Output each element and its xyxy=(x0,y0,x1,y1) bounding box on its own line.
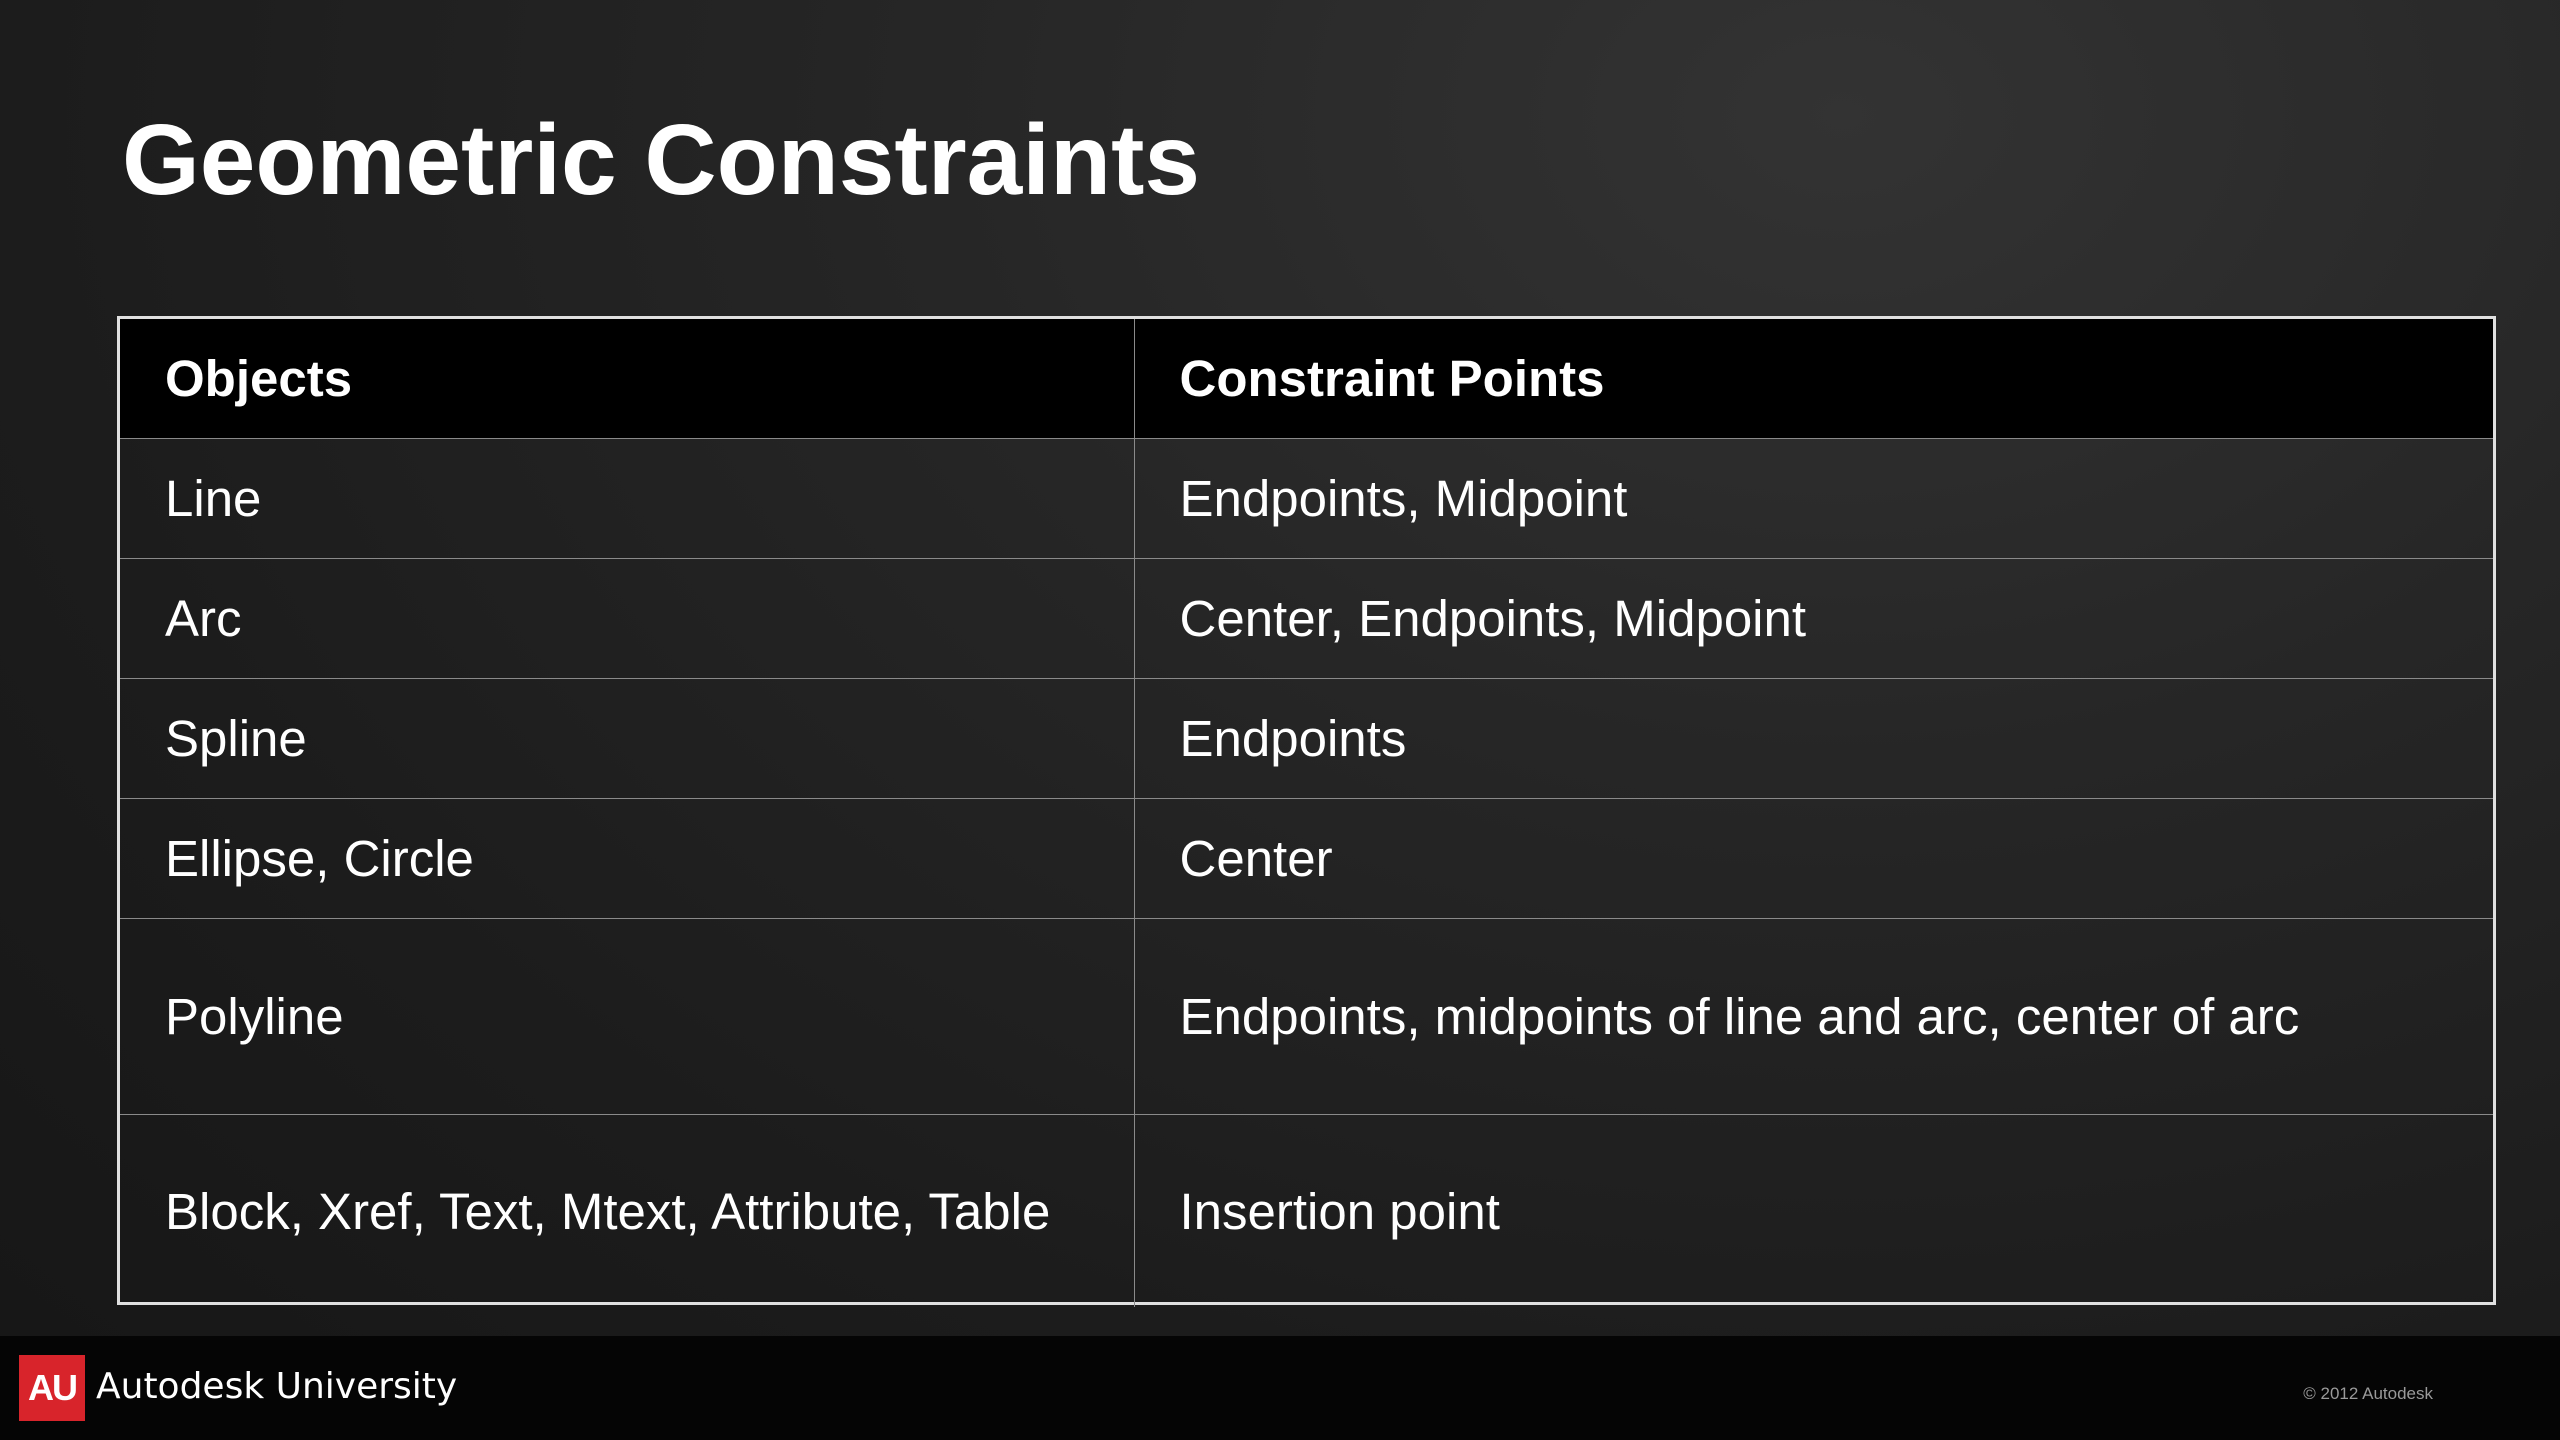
table-row xyxy=(120,559,2493,679)
brand-name: Autodesk University xyxy=(96,1366,458,1407)
constraints-table-frame xyxy=(117,316,2496,1305)
header-constraint-points: Constraint Points xyxy=(1134,319,2493,439)
table-header-row xyxy=(120,319,2493,439)
table-row xyxy=(120,1115,2493,1308)
copyright-notice: © 2012 Autodesk xyxy=(2303,1384,2433,1403)
au-logo-icon: AU xyxy=(19,1355,85,1421)
table-row xyxy=(120,799,2493,919)
cell-object: Arc xyxy=(120,559,1134,679)
cell-constraint-points: Endpoints xyxy=(1134,679,2493,799)
slide-title: Geometric Constraints xyxy=(122,104,1201,216)
constraints-table xyxy=(120,319,2493,1307)
cell-object: Polyline xyxy=(120,919,1134,1115)
header-objects: Objects xyxy=(120,319,1134,439)
cell-constraint-points: Insertion point xyxy=(1179,1182,1500,1240)
cell-constraint-points: Center, Endpoints, Midpoint xyxy=(1134,559,2493,679)
table-row xyxy=(120,439,2493,559)
cell-constraint-points: Center xyxy=(1134,799,2493,919)
footer-bar xyxy=(0,1336,2560,1440)
cell-object: Ellipse, Circle xyxy=(120,799,1134,919)
cell-object: Spline xyxy=(120,679,1134,799)
table-row xyxy=(120,679,2493,799)
cell-constraint-points: Endpoints, midpoints of line and arc, center of arc xyxy=(1134,919,2493,1115)
cell-object: Line xyxy=(120,439,1134,559)
cell-constraint-points: Endpoints, Midpoint xyxy=(1134,439,2493,559)
cell-object: Block, Xref, Text, Mtext, Attribute, Table xyxy=(120,1115,1134,1308)
table-row xyxy=(120,919,2493,1115)
